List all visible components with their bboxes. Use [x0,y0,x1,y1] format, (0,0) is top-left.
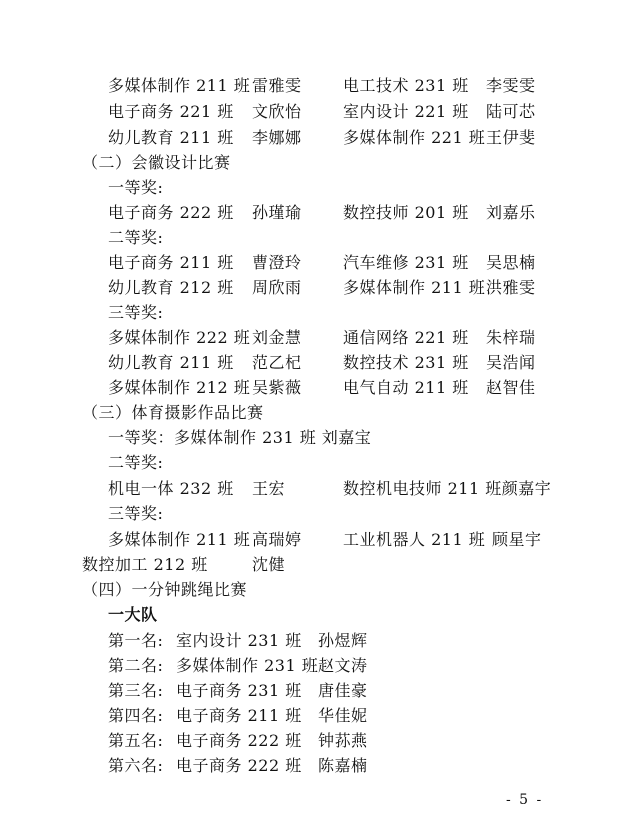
group-heading [0,603,621,627]
student-name: 唐佳豪 [318,681,368,700]
rank-label: 第六名: [108,756,164,775]
section-title: （二）会徽设计比赛 [82,153,231,172]
class-name: 多媒体制作 231 班 [176,656,319,675]
rank-row [0,654,621,678]
rank-row [0,679,621,703]
page-number: - 5 - [506,792,544,808]
student-name: 洪雅雯 [486,278,536,297]
student-name: 王伊斐 [486,128,536,147]
award-row [0,326,621,350]
award-row [0,528,621,552]
section-title: （四）一分钟跳绳比赛 [82,580,248,599]
award-row [0,276,621,300]
award-level [0,176,621,200]
student-name: 文欣怡 [252,102,302,121]
class-name: 幼儿教育 211 班 [108,128,234,147]
rank-row [0,704,621,728]
award-level [0,451,621,475]
student-name: 孙瑾瑜 [252,203,302,222]
student-name: 赵智佳 [486,378,536,397]
class-name: 工业机器人 211 班 [343,530,486,549]
student-name: 陆可芯 [486,102,536,121]
class-name: 电子商务 222 班 [108,203,234,222]
section-heading [0,401,621,425]
class-name: 电子商务 222 班 [176,731,302,750]
class-name: 室内设计 221 班 [343,102,469,121]
award-row [0,100,621,124]
award-row [0,477,621,501]
award-label: 二等奖: [108,228,164,247]
class-name: 汽车维修 231 班 [343,253,469,272]
award-level [0,226,621,250]
student-name: 高瑞婷 [252,530,302,549]
student-name: 李雯雯 [486,76,536,95]
class-name: 幼儿教育 211 班 [108,353,234,372]
award-row [0,74,621,98]
student-name: 华佳妮 [318,706,368,725]
student-name: 顾星宇 [492,530,542,549]
student-name: 赵文涛 [318,656,368,675]
rank-row [0,754,621,778]
student-name: 刘金慧 [252,328,302,347]
class-name: 数控技术 231 班 [343,353,469,372]
award-label: 一等奖: [108,178,164,197]
student-name: 曹澄玲 [252,253,302,272]
class-name: 电子商务 231 班 [176,681,302,700]
award-label: 三等奖: [108,504,164,523]
award-label: 三等奖: [108,303,164,322]
student-name: 吴浩闻 [486,353,536,372]
class-name: 通信网络 221 班 [343,328,469,347]
student-name: 吴紫薇 [252,378,302,397]
class-name: 电工技术 231 班 [343,76,469,95]
award-row [0,251,621,275]
class-name: 多媒体制作 212 班 [108,378,251,397]
rank-label: 第五名: [108,731,164,750]
award-level [0,502,621,526]
student-name: 吴思楠 [486,253,536,272]
class-name: 机电一体 232 班 [108,479,234,498]
student-name: 朱梓瑞 [486,328,536,347]
class-name: 电子商务 221 班 [108,102,234,121]
rank-label: 第四名: [108,706,164,725]
student-name: 沈健 [252,555,286,574]
first-prize-line: 一等奖：多媒体制作 231 班 刘嘉宝 [108,428,372,447]
student-name: 王宏 [252,479,286,498]
award-level [0,301,621,325]
student-name: 周欣雨 [252,278,302,297]
section-heading [0,578,621,602]
award-row [0,553,621,577]
award-level [0,426,621,450]
class-name: 室内设计 231 班 [176,631,302,650]
student-name: 孙煜辉 [318,631,368,650]
award-row [0,201,621,225]
rank-label: 第一名: [108,631,164,650]
award-row [0,376,621,400]
class-name: 数控加工 212 班 [82,555,208,574]
class-name: 幼儿教育 212 班 [108,278,234,297]
award-label: 二等奖: [108,453,164,472]
award-row [0,351,621,375]
rank-label: 第二名: [108,656,164,675]
student-name: 钟荪燕 [318,731,368,750]
student-name: 李娜娜 [252,128,302,147]
class-name: 电气自动 211 班 [343,378,469,397]
class-name: 电子商务 211 班 [108,253,234,272]
section-title: （三）体育摄影作品比赛 [82,403,264,422]
rank-label: 第三名: [108,681,164,700]
class-name: 多媒体制作 211 班 [108,76,251,95]
rank-row [0,629,621,653]
class-name: 多媒体制作 211 班 [108,530,251,549]
rank-row [0,729,621,753]
section-heading [0,151,621,175]
class-name: 多媒体制作 222 班 [108,328,251,347]
class-and-student: 数控机电技师 211 班颜嘉宇 [343,479,552,498]
class-name: 多媒体制作 211 班 [343,278,486,297]
group-title: 一大队 [108,605,158,624]
class-name: 电子商务 211 班 [176,706,302,725]
student-name: 刘嘉乐 [486,203,536,222]
award-row [0,126,621,150]
class-name: 数控技师 201 班 [343,203,469,222]
class-name: 电子商务 222 班 [176,756,302,775]
student-name: 雷雅雯 [252,76,302,95]
student-name: 范乙杞 [252,353,302,372]
class-name: 多媒体制作 221 班 [343,128,486,147]
student-name: 陈嘉楠 [318,756,368,775]
